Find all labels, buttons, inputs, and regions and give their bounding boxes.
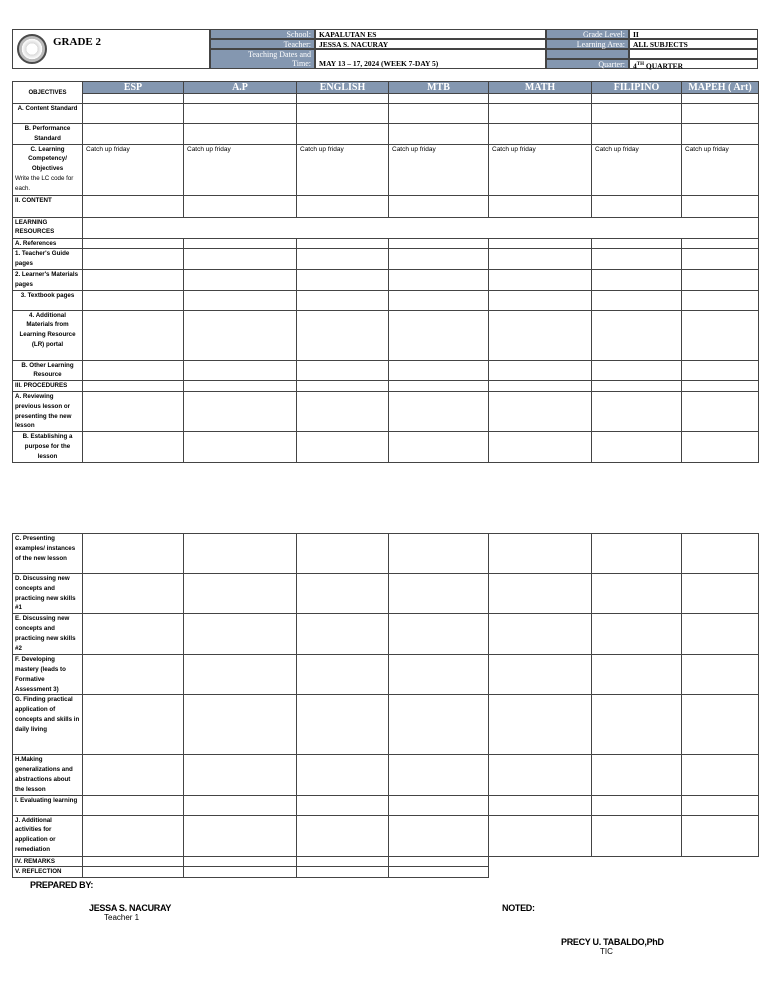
empty-cell[interactable] bbox=[389, 795, 489, 815]
empty-cell[interactable] bbox=[682, 534, 759, 574]
empty-cell[interactable] bbox=[389, 755, 489, 795]
empty-cell[interactable] bbox=[297, 867, 389, 878]
empty-cell[interactable] bbox=[389, 574, 489, 614]
empty-cell[interactable] bbox=[489, 695, 592, 755]
empty-cell[interactable] bbox=[83, 655, 184, 695]
empty-cell[interactable] bbox=[592, 391, 682, 431]
school-label: School: bbox=[210, 29, 315, 39]
subject-english: ENGLISH bbox=[297, 82, 389, 94]
empty-cell[interactable] bbox=[489, 432, 592, 463]
teacher-value: JESSA S. NACURAY bbox=[315, 39, 546, 49]
empty-cell[interactable] bbox=[389, 856, 489, 867]
empty-cell[interactable] bbox=[682, 695, 759, 755]
empty-cell[interactable] bbox=[489, 381, 592, 392]
empty-cell[interactable] bbox=[682, 94, 759, 104]
empty-cell[interactable] bbox=[682, 795, 759, 815]
empty-cell[interactable] bbox=[184, 574, 297, 614]
dates-label-line1: Teaching Dates and bbox=[248, 50, 311, 59]
empty-cell[interactable] bbox=[184, 94, 297, 104]
empty-cell[interactable] bbox=[592, 124, 682, 145]
row-making: H.Making generalizations and abstractions about the lesson bbox=[13, 755, 83, 795]
empty-cell[interactable] bbox=[389, 534, 489, 574]
subject-ap: A.P bbox=[184, 82, 297, 94]
empty-cell[interactable] bbox=[682, 381, 759, 392]
empty-cell[interactable] bbox=[297, 238, 389, 249]
empty-cell[interactable] bbox=[489, 391, 592, 431]
prepared-by-label: PREPARED BY: bbox=[30, 880, 94, 890]
empty-cell[interactable] bbox=[389, 391, 489, 431]
row-content-standard: A. Content Standard bbox=[13, 104, 83, 124]
empty-cell[interactable] bbox=[592, 360, 682, 381]
empty-cell[interactable] bbox=[297, 755, 389, 795]
empty-cell[interactable] bbox=[297, 534, 389, 574]
row-procedures: III. PROCEDURES bbox=[13, 381, 83, 392]
empty-cell[interactable] bbox=[297, 614, 389, 655]
empty-cell[interactable] bbox=[389, 381, 489, 392]
quarter-label: Quarter: bbox=[546, 59, 629, 69]
empty-cell[interactable] bbox=[184, 695, 297, 755]
catch-up-mtb[interactable]: Catch up friday bbox=[389, 144, 489, 195]
empty-cell[interactable] bbox=[184, 391, 297, 431]
empty-cell[interactable] bbox=[297, 856, 389, 867]
empty-cell[interactable] bbox=[592, 310, 682, 360]
empty-cell[interactable] bbox=[83, 269, 184, 290]
row-developing: F. Developing mastery (leads to Formative Assessment 3) bbox=[13, 655, 83, 695]
row-reflection: V. REFLECTION bbox=[13, 867, 83, 878]
empty-cell[interactable] bbox=[297, 381, 389, 392]
empty-cell[interactable] bbox=[592, 534, 682, 574]
dates-label-line2: Time: bbox=[292, 59, 311, 68]
row-finding: G. Finding practical application of concepts and skills in daily living bbox=[13, 695, 83, 755]
empty-cell[interactable] bbox=[83, 574, 184, 614]
quarter-suffix: TH bbox=[636, 62, 644, 67]
empty-cell[interactable] bbox=[184, 614, 297, 655]
quarter-number: 4 bbox=[633, 61, 637, 71]
empty-cell[interactable] bbox=[592, 815, 682, 856]
empty-cell[interactable] bbox=[389, 124, 489, 145]
subject-filipino: FILIPINO bbox=[592, 82, 682, 94]
school-value: KAPALUTAN ES bbox=[315, 29, 546, 39]
empty-cell[interactable] bbox=[489, 290, 592, 310]
empty-cell[interactable] bbox=[489, 104, 592, 124]
empty-cell[interactable] bbox=[297, 391, 389, 431]
empty-cell[interactable] bbox=[682, 614, 759, 655]
row-evaluating: I. Evaluating learning bbox=[13, 795, 83, 815]
empty-cell[interactable] bbox=[592, 432, 682, 463]
noted-label: NOTED: bbox=[502, 903, 535, 913]
empty-cell[interactable] bbox=[83, 381, 184, 392]
row-additional-materials: 4. Additional Materials from Learning Resource (LR) portal bbox=[13, 310, 83, 360]
header bbox=[12, 29, 758, 69]
empty-cell[interactable] bbox=[489, 310, 592, 360]
subject-esp: ESP bbox=[83, 82, 184, 94]
empty-cell[interactable] bbox=[592, 614, 682, 655]
empty-cell[interactable] bbox=[297, 310, 389, 360]
empty-cell[interactable] bbox=[297, 815, 389, 856]
noter-title: TIC bbox=[600, 947, 613, 956]
empty-cell[interactable] bbox=[682, 238, 759, 249]
empty-cell[interactable] bbox=[184, 238, 297, 249]
quarter-text: QUARTER bbox=[643, 61, 684, 71]
empty-cell[interactable] bbox=[592, 269, 682, 290]
empty-cell[interactable] bbox=[297, 432, 389, 463]
empty-cell[interactable] bbox=[489, 124, 592, 145]
empty-cell[interactable] bbox=[184, 795, 297, 815]
empty-cell[interactable] bbox=[184, 124, 297, 145]
empty-cell[interactable] bbox=[83, 755, 184, 795]
empty-cell[interactable] bbox=[184, 290, 297, 310]
empty-cell[interactable] bbox=[592, 574, 682, 614]
empty-cell[interactable] bbox=[389, 249, 489, 270]
empty-cell[interactable] bbox=[489, 360, 592, 381]
empty-cell[interactable] bbox=[389, 104, 489, 124]
empty-cell[interactable] bbox=[389, 195, 489, 217]
empty-cell[interactable] bbox=[592, 695, 682, 755]
empty-cell[interactable] bbox=[592, 381, 682, 392]
empty-cell[interactable] bbox=[297, 249, 389, 270]
competency-title: C. Learning Competency/ Objectives bbox=[28, 145, 67, 173]
empty-cell[interactable] bbox=[389, 310, 489, 360]
empty-cell[interactable] bbox=[592, 195, 682, 217]
empty-cell[interactable] bbox=[489, 249, 592, 270]
empty-cell[interactable] bbox=[682, 755, 759, 795]
empty-cell[interactable] bbox=[83, 614, 184, 655]
blank-space bbox=[592, 867, 682, 878]
empty-cell[interactable] bbox=[184, 269, 297, 290]
grade-level-label: Grade Level: bbox=[546, 29, 629, 39]
subject-math: MATH bbox=[489, 82, 592, 94]
empty-cell[interactable] bbox=[297, 695, 389, 755]
empty-cell[interactable] bbox=[83, 217, 759, 238]
empty-cell[interactable] bbox=[184, 310, 297, 360]
empty-cell[interactable] bbox=[389, 94, 489, 104]
blank-space bbox=[592, 856, 682, 867]
empty-cell[interactable] bbox=[83, 432, 184, 463]
blank-space bbox=[682, 867, 759, 878]
empty-cell[interactable] bbox=[83, 124, 184, 145]
empty-cell[interactable] bbox=[184, 867, 297, 878]
empty-cell[interactable] bbox=[297, 269, 389, 290]
empty-cell[interactable] bbox=[489, 94, 592, 104]
blank-space bbox=[489, 867, 592, 878]
empty-cell[interactable] bbox=[592, 755, 682, 795]
empty-cell[interactable] bbox=[489, 574, 592, 614]
empty-cell[interactable] bbox=[592, 290, 682, 310]
empty-cell[interactable] bbox=[184, 195, 297, 217]
empty-cell[interactable] bbox=[389, 695, 489, 755]
empty-cell[interactable] bbox=[489, 238, 592, 249]
empty-cell[interactable] bbox=[682, 290, 759, 310]
empty-cell[interactable] bbox=[682, 574, 759, 614]
empty-cell[interactable] bbox=[184, 104, 297, 124]
learning-area-label: Learning Area: bbox=[546, 39, 629, 49]
empty-cell[interactable] bbox=[489, 655, 592, 695]
objectives-header: OBJECTIVES bbox=[13, 82, 83, 104]
empty-cell[interactable] bbox=[489, 795, 592, 815]
lesson-table-part1 bbox=[12, 81, 759, 463]
empty-cell[interactable] bbox=[83, 195, 184, 217]
empty-cell[interactable] bbox=[592, 94, 682, 104]
catch-up-math[interactable]: Catch up friday bbox=[489, 144, 592, 195]
row-content: II. CONTENT bbox=[13, 195, 83, 217]
catch-up-english[interactable]: Catch up friday bbox=[297, 144, 389, 195]
row-remarks: IV. REMARKS bbox=[13, 856, 83, 867]
empty-cell[interactable] bbox=[489, 755, 592, 795]
empty-cell[interactable] bbox=[489, 815, 592, 856]
dates-label bbox=[210, 49, 315, 69]
empty-cell[interactable] bbox=[83, 238, 184, 249]
blank-value bbox=[629, 49, 758, 59]
empty-cell[interactable] bbox=[83, 391, 184, 431]
empty-cell[interactable] bbox=[389, 238, 489, 249]
empty-cell[interactable] bbox=[682, 249, 759, 270]
empty-cell[interactable] bbox=[297, 104, 389, 124]
blank-space bbox=[682, 856, 759, 867]
empty-cell[interactable] bbox=[682, 124, 759, 145]
empty-cell[interactable] bbox=[682, 360, 759, 381]
empty-cell[interactable] bbox=[489, 534, 592, 574]
row-learning-resources: LEARNING RESOURCES bbox=[13, 217, 83, 238]
empty-cell[interactable] bbox=[682, 269, 759, 290]
empty-cell[interactable] bbox=[682, 815, 759, 856]
competency-note: Write the LC code for each. bbox=[15, 174, 74, 192]
row-textbook: 3. Textbook pages bbox=[13, 290, 83, 310]
row-additional-activities: J. Additional activities for application or remediation bbox=[13, 815, 83, 856]
blank-label bbox=[546, 49, 629, 59]
empty-cell[interactable] bbox=[489, 614, 592, 655]
row-performance-standard: B. Performance Standard bbox=[13, 124, 83, 145]
empty-cell[interactable] bbox=[184, 534, 297, 574]
empty-cell[interactable] bbox=[184, 755, 297, 795]
empty-cell[interactable] bbox=[297, 290, 389, 310]
quarter-value bbox=[629, 59, 758, 69]
empty-cell[interactable] bbox=[682, 104, 759, 124]
row-teachers-guide: 1. Teacher's Guide pages bbox=[13, 249, 83, 270]
empty-cell[interactable] bbox=[389, 290, 489, 310]
lesson-table-part2 bbox=[12, 533, 759, 878]
empty-cell[interactable] bbox=[682, 310, 759, 360]
empty-cell[interactable] bbox=[592, 795, 682, 815]
row-learners-materials: 2. Learner's Materials pages bbox=[13, 269, 83, 290]
empty-cell[interactable] bbox=[682, 195, 759, 217]
row-competency bbox=[13, 144, 83, 195]
subject-mapeh: MAPEH ( Art) bbox=[682, 82, 759, 94]
row-discussing-1: D. Discussing new concepts and practicing new skills #1 bbox=[13, 574, 83, 614]
subject-mtb: MTB bbox=[389, 82, 489, 94]
empty-cell[interactable] bbox=[592, 249, 682, 270]
empty-cell[interactable] bbox=[83, 94, 184, 104]
empty-cell[interactable] bbox=[389, 432, 489, 463]
noter-name: PRECY U. TABALDO,PhD bbox=[561, 937, 664, 947]
empty-cell[interactable] bbox=[389, 655, 489, 695]
row-other-resources: B. Other Learning Resource bbox=[13, 360, 83, 381]
empty-cell[interactable] bbox=[184, 249, 297, 270]
empty-cell[interactable] bbox=[297, 124, 389, 145]
empty-cell[interactable] bbox=[184, 815, 297, 856]
empty-cell[interactable] bbox=[83, 695, 184, 755]
empty-cell[interactable] bbox=[297, 195, 389, 217]
empty-cell[interactable] bbox=[489, 195, 592, 217]
empty-cell[interactable] bbox=[592, 238, 682, 249]
row-reviewing: A. Reviewing previous lesson or presenting the new lesson bbox=[13, 391, 83, 431]
empty-cell[interactable] bbox=[389, 815, 489, 856]
catch-up-filipino[interactable]: Catch up friday bbox=[592, 144, 682, 195]
learning-area-value: ALL SUBJECTS bbox=[629, 39, 758, 49]
empty-cell[interactable] bbox=[682, 391, 759, 431]
dates-value: MAY 13 – 17, 2024 (WEEK 7-DAY 5) bbox=[315, 49, 546, 69]
grade-level-value: II bbox=[629, 29, 758, 39]
empty-cell[interactable] bbox=[389, 614, 489, 655]
catch-up-ap[interactable]: Catch up friday bbox=[184, 144, 297, 195]
grade-title: GRADE 2 bbox=[53, 36, 101, 48]
teacher-label: Teacher: bbox=[210, 39, 315, 49]
empty-cell[interactable] bbox=[297, 360, 389, 381]
empty-cell[interactable] bbox=[83, 534, 184, 574]
empty-cell[interactable] bbox=[297, 94, 389, 104]
empty-cell[interactable] bbox=[389, 269, 489, 290]
row-establishing: B. Establishing a purpose for the lesson bbox=[13, 432, 83, 463]
empty-cell[interactable] bbox=[297, 655, 389, 695]
blank-space bbox=[489, 856, 592, 867]
empty-cell[interactable] bbox=[83, 856, 184, 867]
empty-cell[interactable] bbox=[297, 795, 389, 815]
row-presenting: C. Presenting examples/ instances of the new lesson bbox=[13, 534, 83, 574]
empty-cell[interactable] bbox=[83, 310, 184, 360]
empty-cell[interactable] bbox=[83, 290, 184, 310]
row-references: A. References bbox=[13, 238, 83, 249]
empty-cell[interactable] bbox=[682, 655, 759, 695]
deped-seal-icon bbox=[17, 34, 47, 64]
empty-cell[interactable] bbox=[83, 249, 184, 270]
empty-cell[interactable] bbox=[184, 655, 297, 695]
empty-cell[interactable] bbox=[184, 856, 297, 867]
empty-cell[interactable] bbox=[83, 795, 184, 815]
empty-cell[interactable] bbox=[592, 104, 682, 124]
preparer-title: Teacher 1 bbox=[104, 913, 140, 922]
empty-cell[interactable] bbox=[83, 104, 184, 124]
empty-cell[interactable] bbox=[489, 269, 592, 290]
empty-cell[interactable] bbox=[297, 574, 389, 614]
empty-cell[interactable] bbox=[389, 360, 489, 381]
empty-cell[interactable] bbox=[83, 867, 184, 878]
row-discussing-2: E. Discussing new concepts and practicing new skills #2 bbox=[13, 614, 83, 655]
empty-cell[interactable] bbox=[184, 360, 297, 381]
empty-cell[interactable] bbox=[83, 815, 184, 856]
preparer-name: JESSA S. NACURAY bbox=[89, 903, 172, 913]
empty-cell[interactable] bbox=[592, 655, 682, 695]
grade-box bbox=[12, 29, 210, 69]
empty-cell[interactable] bbox=[184, 381, 297, 392]
empty-cell[interactable] bbox=[682, 432, 759, 463]
empty-cell[interactable] bbox=[184, 432, 297, 463]
empty-cell[interactable] bbox=[83, 360, 184, 381]
catch-up-mapeh[interactable]: Catch up friday bbox=[682, 144, 759, 195]
catch-up-esp[interactable]: Catch up friday bbox=[83, 144, 184, 195]
empty-cell[interactable] bbox=[389, 867, 489, 878]
